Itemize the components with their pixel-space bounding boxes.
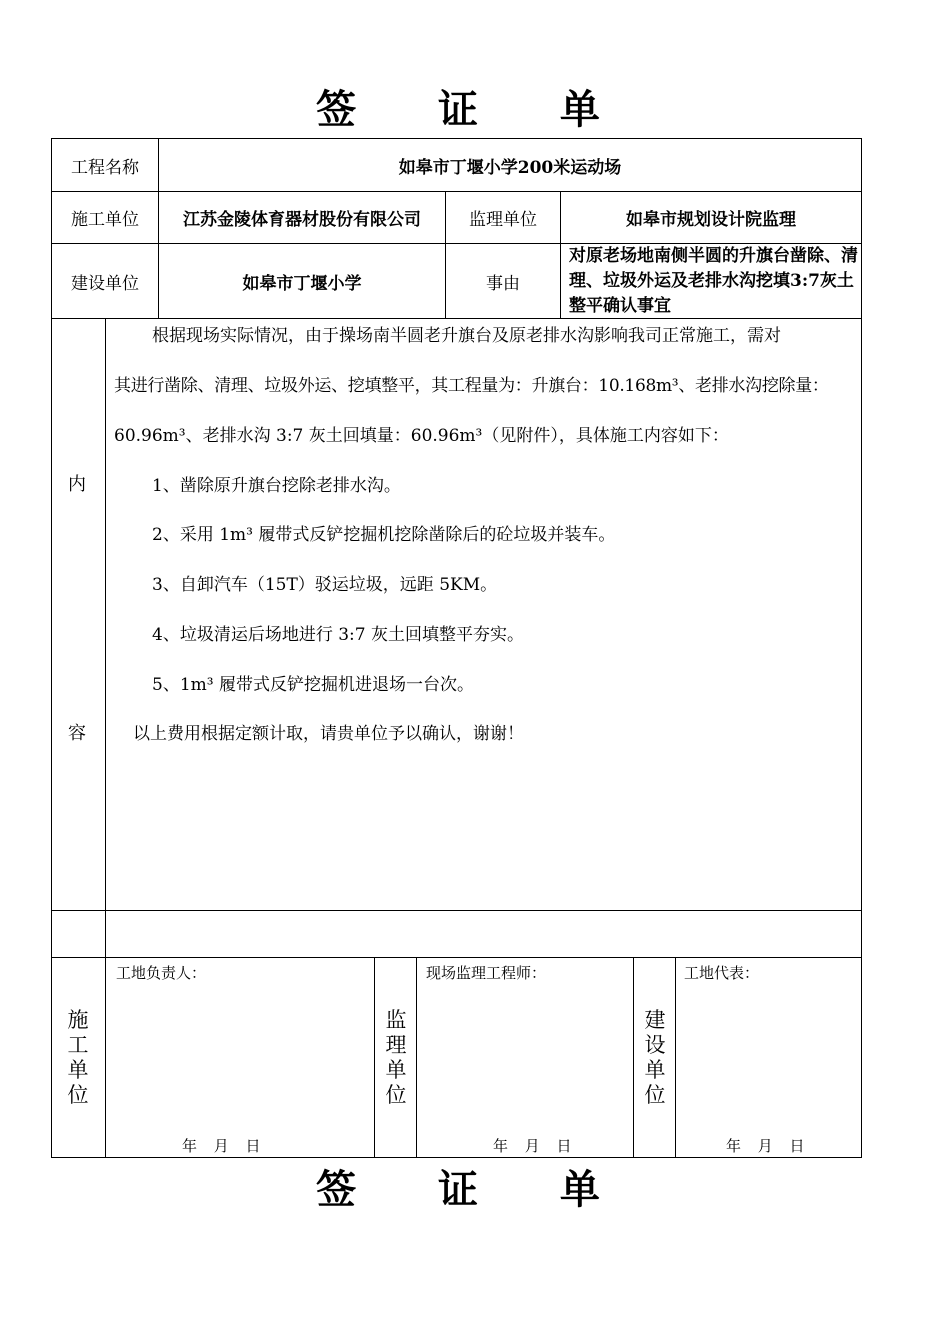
reason-label: 事由: [486, 273, 520, 294]
owner-value: 如皋市丁堰小学: [242, 273, 362, 294]
content-line: 4、垃圾清运后场地进行 3:7 灰土回填整平夯实。: [152, 625, 524, 645]
contractor-label: 施工单位: [71, 210, 139, 230]
supervisor-label: 监理单位: [469, 210, 537, 230]
owner-date: 年 月 日: [726, 1137, 811, 1155]
content-side-label-bottom: 容: [68, 723, 86, 744]
reason-value: 对原老场地南侧半圆的升旗台凿除、清理、垃圾外运及老排水沟挖填3:7灰土整平确认事宜: [569, 246, 858, 316]
supervising-engineer-label: 现场监理工程师：: [426, 964, 547, 982]
document-title: 签 证 单: [316, 86, 634, 133]
content-line: 2、采用 1m³ 履带式反铲挖掘机挖除凿除后的砼垃圾并装车。: [152, 525, 616, 545]
owner-label: 建设单位: [71, 273, 139, 294]
contractor-value: 江苏金陵体育器材股份有限公司: [183, 210, 421, 230]
supervisor-sign-side: 监 理 单 位: [385, 1008, 407, 1107]
project-name-label: 工程名称: [71, 157, 139, 178]
project-name-value: 如皋市丁堰小学200米运动场: [398, 157, 622, 178]
content-line: 60.96m³、老排水沟 3:7 灰土回填量：60.96m³（见附件），具体施工内容如下：: [114, 426, 729, 446]
contractor-date: 年 月 日: [182, 1137, 267, 1155]
content-line: 以上费用根据定额计取，请贵单位予以确认，谢谢！: [133, 724, 524, 744]
site-manager-label: 工地负责人：: [116, 964, 207, 982]
document-title-repeat: 签 证 单: [316, 1166, 634, 1213]
site-representative-label: 工地代表：: [684, 964, 760, 982]
content-line: 其进行凿除、清理、垃圾外运、挖填整平，其工程量为：升旗台：10.168m³、老排水沟挖除量：: [114, 376, 829, 396]
content-line: 1、凿除原升旗台挖除老排水沟。: [152, 476, 401, 496]
content-side-label-top: 内: [68, 474, 86, 495]
content-line: 5、1m³ 履带式反铲挖掘机进退场一台次。: [152, 675, 474, 695]
owner-sign-side: 建 设 单 位: [644, 1008, 666, 1107]
contractor-sign-side: 施 工 单 位: [67, 1008, 89, 1107]
content-line: 根据现场实际情况，由于操场南半圆老升旗台及原老排水沟影响我司正常施工，需对: [152, 326, 781, 346]
content-line: 3、自卸汽车（15T）驳运垃圾，远距 5KM。: [152, 575, 498, 595]
supervisor-value: 如皋市规划设计院监理: [626, 210, 796, 230]
supervisor-date: 年 月 日: [493, 1137, 578, 1155]
